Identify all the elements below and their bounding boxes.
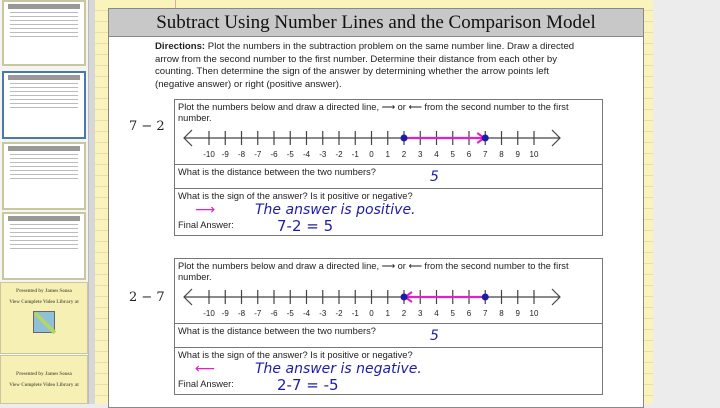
left-arrow-icon: ⟵ <box>408 102 422 112</box>
tick-label: 0 <box>369 150 374 159</box>
distance-question: What is the distance between the two numbers? <box>178 326 376 336</box>
distance-row <box>175 323 602 347</box>
page-title: Subtract Using Number Lines and the Comparison Model <box>109 9 643 37</box>
final-answer-label: Final Answer: <box>178 220 234 230</box>
tick-label: 2 <box>401 309 407 318</box>
thumbnail-panel <box>0 0 88 404</box>
tick-label: -1 <box>351 309 359 318</box>
problem-expression: 2 − 7 <box>129 290 165 305</box>
tick-label: 6 <box>466 150 472 159</box>
problem-box <box>174 99 603 236</box>
instruction-text: Plot the numbers below and draw a directed line, <box>178 102 380 112</box>
promo-slide[interactable] <box>0 355 88 404</box>
plotted-point <box>482 135 489 142</box>
tick-label: -6 <box>270 309 278 318</box>
plotted-point <box>401 135 408 142</box>
sign-question: What is the sign of the answer? Is it positive or negative? <box>178 350 413 360</box>
tick-label: 8 <box>499 150 504 159</box>
tick-label: 7 <box>483 150 488 159</box>
tick-label: -8 <box>237 309 246 318</box>
tick-label: 4 <box>434 150 439 159</box>
final-answer-label: Final Answer: <box>178 379 234 389</box>
tick-label: -6 <box>270 150 278 159</box>
page-thumbnail[interactable] <box>2 0 86 66</box>
promo-presenter: Presented by James Sousa <box>16 289 72 294</box>
instruction-or: or <box>397 102 406 112</box>
tick-label: 0 <box>369 309 374 318</box>
handwritten-sign: The answer is negative. <box>255 361 422 377</box>
tick-label: -4 <box>302 309 311 318</box>
right-arrow-icon: ⟶ <box>381 102 395 112</box>
promo-library: View Complete Video Library at <box>9 383 79 388</box>
tick-label: 7 <box>483 309 488 318</box>
tick-label: -9 <box>221 150 229 159</box>
plotted-point <box>482 294 489 301</box>
tick-label: -2 <box>335 309 343 318</box>
tick-label: 4 <box>434 309 439 318</box>
sign-row <box>175 188 602 235</box>
left-arrow-icon: ⟵ <box>408 261 422 271</box>
sign-row <box>175 347 602 394</box>
tick-label: 1 <box>385 309 390 318</box>
plotted-point <box>401 294 408 301</box>
sign-question: What is the sign of the answer? Is it positive or negative? <box>178 191 413 201</box>
tick-label: -7 <box>254 309 262 318</box>
instruction-text: Plot the numbers below and draw a directed line, <box>178 261 380 271</box>
number-line <box>174 122 603 166</box>
page-thumbnail-selected[interactable] <box>2 71 86 139</box>
handwritten-final-answer: 2-7 = -5 <box>277 376 339 394</box>
page-thumbnail[interactable] <box>2 212 86 280</box>
tick-label: 2 <box>401 150 407 159</box>
right-arrow-icon: ⟶ <box>381 261 395 271</box>
instruction-text: from the second number to the first number. <box>178 261 569 282</box>
problem-box <box>174 258 603 395</box>
directions-label: Directions: <box>155 41 206 52</box>
tick-label: 9 <box>515 150 520 159</box>
handwritten-final-answer: 7-2 = 5 <box>277 217 334 235</box>
handwritten-distance: 5 <box>430 328 439 344</box>
tick-label: -1 <box>351 150 359 159</box>
number-line-section <box>175 100 602 164</box>
instruction-text: from the second number to the first number. <box>178 102 569 123</box>
tick-label: 3 <box>418 150 423 159</box>
tick-label: -9 <box>221 309 229 318</box>
tick-label: -7 <box>254 150 262 159</box>
distance-question: What is the distance between the two numbers? <box>178 167 376 177</box>
tick-label: -5 <box>286 150 294 159</box>
tick-label: -3 <box>319 309 327 318</box>
tick-label: 6 <box>466 309 472 318</box>
tick-label: -3 <box>319 150 327 159</box>
tick-label: -4 <box>302 150 311 159</box>
worksheet-page <box>108 8 644 408</box>
tick-label: 10 <box>529 150 539 159</box>
tick-label: 10 <box>529 309 539 318</box>
number-line <box>174 281 603 325</box>
tick-label: 1 <box>385 150 390 159</box>
tick-label: -10 <box>203 309 215 318</box>
promo-presenter: Presented by James Sousa <box>16 372 72 377</box>
tick-label: -5 <box>286 309 294 318</box>
tick-label: 5 <box>450 309 455 318</box>
problem-expression: 7 − 2 <box>129 119 165 134</box>
directions-text: Plot the numbers in the subtraction problem on the same number line. Draw a directed arrow from the second number to the first number. Determine their distance from each other by counting. Then determine the sign of the answer by determining whether the arrow points left (negative answer) or right (positive answer). <box>155 41 575 90</box>
logo-icon <box>33 311 55 333</box>
directions <box>155 41 575 91</box>
promo-slide[interactable] <box>0 282 88 354</box>
direction-arrow-icon: ⟵ <box>195 361 216 377</box>
direction-arrow-icon: ⟶ <box>195 202 216 218</box>
tick-label: 5 <box>450 150 455 159</box>
tick-label: -10 <box>203 150 215 159</box>
tick-label: -2 <box>335 150 343 159</box>
tick-label: 3 <box>418 309 423 318</box>
page-thumbnail[interactable] <box>2 142 86 210</box>
thumbnail-scrollbar[interactable] <box>88 0 95 404</box>
distance-row <box>175 164 602 188</box>
tick-label: 8 <box>499 309 504 318</box>
tick-label: 9 <box>515 309 520 318</box>
handwritten-sign: The answer is positive. <box>255 202 416 218</box>
handwritten-distance: 5 <box>430 169 439 185</box>
tick-label: -8 <box>237 150 246 159</box>
instruction-or: or <box>397 261 406 271</box>
number-line-section <box>175 259 602 323</box>
promo-library: View Complete Video Library at <box>9 300 79 305</box>
